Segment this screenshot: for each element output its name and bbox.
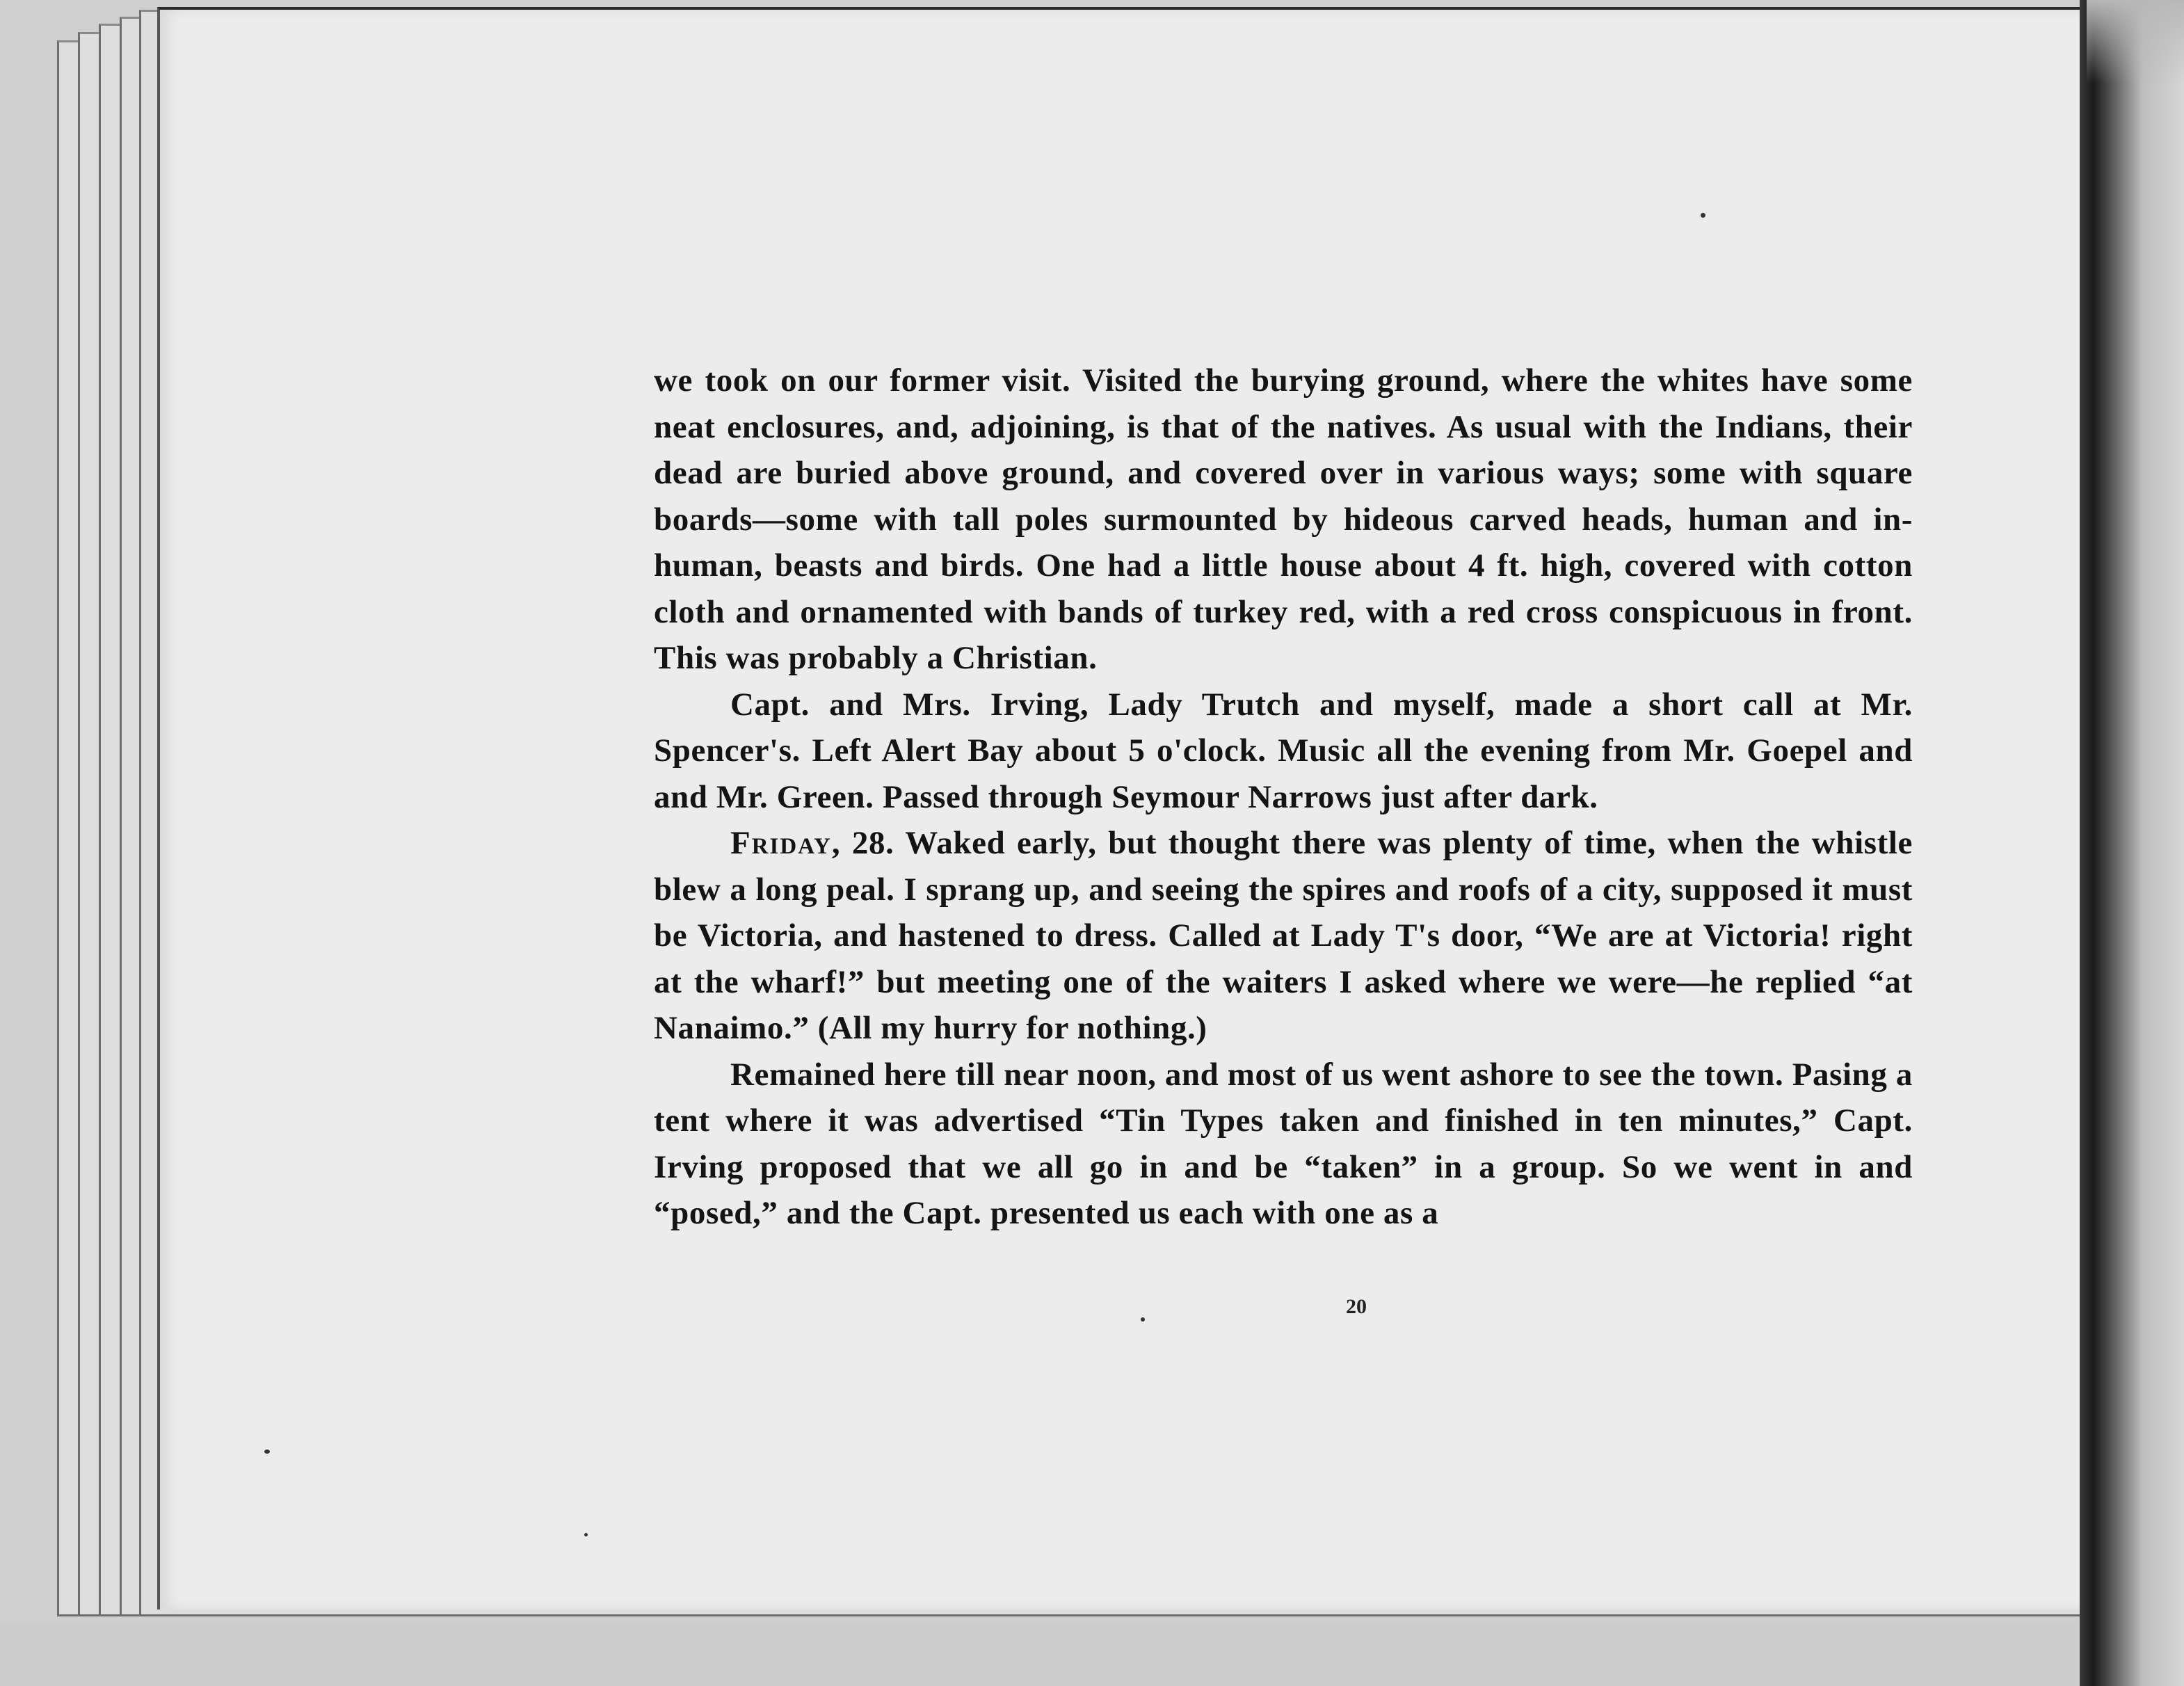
paragraph-alert-bay: Capt. and Mrs. Irving, Lady Trutch and myself, made a short call at Mr. Spencer's. Left Alert Bay about 5 o'clock. Music all the evening from Mr. Goepel and and Mr. Green. Passed through Seymour Narrows just after dark.	[654, 686, 1913, 815]
paragraph-friday-text: , 28. Waked early, but thought there was plenty of time, when the whistle blew a long peal. I sprang up, and seeing the spires and roofs of a city, supposed it must be Victoria, and hastened to dress. Called at Lady T's door, “We are at Victoria! right at the wharf!” but meeting one of the waiters I asked where we were—he replied “at Nanaimo.” (All my hurry for nothing.)	[654, 825, 1913, 1046]
scan-bottom-margin	[0, 1621, 2087, 1686]
paragraph-burying-ground: we took on our former visit. Visited the burying ground, where the whites have some neat enclosures, and, adjoining, is that of the natives. As usual with the Indians, their dead are buried above ground, and covered over in various ways; some with square boards—some with tall poles surmounted by hideous carved heads, human and in-human, beasts and birds. One had a little house about 4 ft. high, covered with cotton cloth and ornamented with bands of turkey red, with a red cross conspicuous in front. This was probably a Christian.	[654, 362, 1913, 676]
paragraph-friday	[654, 820, 1913, 1052]
scan-speck	[264, 1450, 270, 1454]
scan-speck	[584, 1533, 588, 1536]
scan-speck	[1701, 213, 1705, 218]
scan-speck	[1141, 1317, 1145, 1322]
book-binding	[2080, 0, 2184, 1686]
paragraph-nanaimo: Remained here till near noon, and most of us went ashore to see the town. Pasing a tent where it was advertised “Tin Types taken and finished in ten minutes,” Capt. Irving proposed that we all go in and be “taken” in a group. So we went in and “posed,” and the Capt. presented us each with one as a	[654, 1056, 1913, 1231]
page-number: 20	[1346, 1295, 1367, 1318]
body-text	[654, 358, 1913, 1237]
day-heading: Friday	[730, 825, 832, 861]
book-page	[157, 7, 2087, 1609]
binding-shadow	[2087, 0, 2184, 83]
